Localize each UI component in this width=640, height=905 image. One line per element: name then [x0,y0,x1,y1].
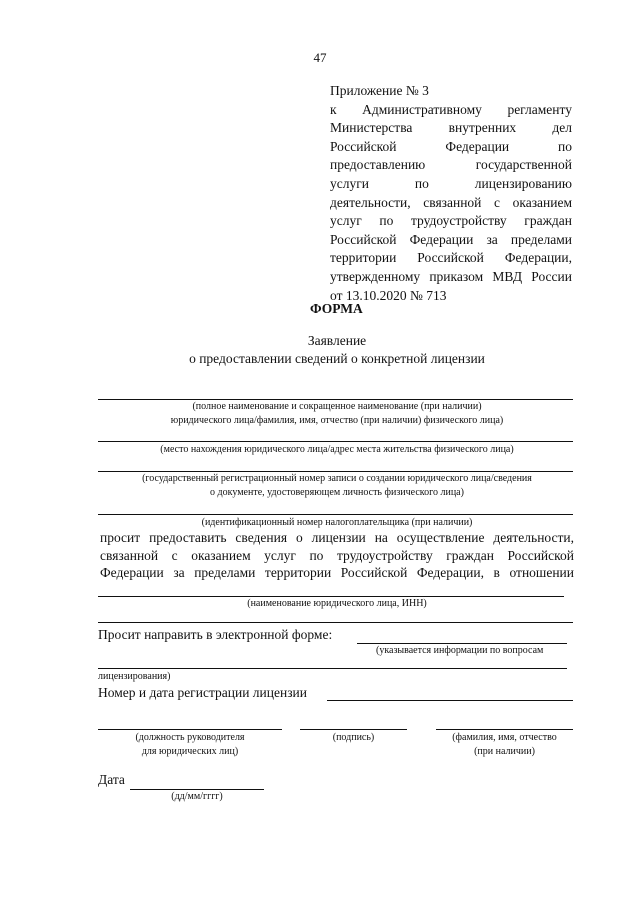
request-line: связанной с оказанием услуг по трудоустройству граждан Российской [100,547,574,563]
appendix-line: услуг по трудоустройству граждан [330,213,572,229]
page-number: 47 [313,50,327,65]
applicant-name-caption: юридического лица/фамилия, имя, отчество (при наличии) физического лица) [170,415,504,426]
fio-caption: (при наличии) [474,746,535,757]
date-format-caption: (дд/мм/гггг) [171,791,223,802]
electronic-caption: (указывается информации по вопросам [376,645,544,656]
request-text [100,529,574,582]
appendix-block [330,82,572,305]
electronic-request-label: Просит направить в электронной форме: [98,627,333,642]
fio-caption: (фамилия, имя, отчество [452,732,557,743]
fio-field[interactable] [436,729,573,730]
registration-caption: (государственный регистрационный номер записи о создании юридического лица/сведения [142,473,532,484]
position-caption: (должность руководителя [135,732,245,743]
form-label: ФОРМА [310,301,363,316]
registration-caption: о документе, удостоверяющем личность физического лица) [210,487,464,498]
appendix-line: утвержденному приказом МВД России [330,268,572,284]
appendix-line: деятельности, связанной с оказанием [330,194,572,210]
applicant-name-caption: (полное наименование и сокращенное наименование (при наличии) [192,401,482,412]
appendix-line: Российской Федерации за пределами [330,231,572,247]
appendix-title: Приложение № 3 [330,83,429,98]
appendix-line: Российской Федерации по [330,138,572,154]
appendix-line: Министерства внутренних дел [330,120,572,136]
position-field[interactable] [98,729,282,730]
appendix-line: от 13.10.2020 № 713 [330,287,447,303]
request-line: Федерации за пределами территории Российской Федерации, в отношении [100,565,574,581]
org-name-caption: (наименование юридического лица, ИНН) [247,598,427,609]
location-field[interactable] [98,441,573,442]
electronic-caption: лицензирования) [98,671,171,682]
appendix-line: территории Российской Федерации, [330,250,572,266]
signature-caption: (подпись) [332,732,375,743]
license-number-field[interactable] [327,700,573,701]
signature-field[interactable] [300,729,407,730]
appendix-line: предоставлению государственной [330,157,572,173]
license-number-label: Номер и дата регистрации лицензии [98,685,307,700]
statement-subtitle: о предоставлении сведений о конкретной лицензии [189,351,485,366]
request-line: просит предоставить сведения о лицензии на осуществление деятельности, [100,530,574,545]
electronic-field-extra[interactable] [98,668,567,669]
statement-title: Заявление [307,333,367,348]
position-caption: для юридических лиц) [141,746,239,757]
date-label: Дата [98,772,125,787]
appendix-line: к Административному регламенту [330,101,572,117]
inn-field[interactable] [98,514,573,515]
location-caption: (место нахождения юридического лица/адрес места жительства физического лица) [160,444,514,455]
inn-caption: (идентификационный номер налогоплательщика (при наличии) [201,517,473,528]
appendix-line: услуги по лицензированию [330,175,572,191]
org-name-field-extra[interactable] [98,622,573,623]
